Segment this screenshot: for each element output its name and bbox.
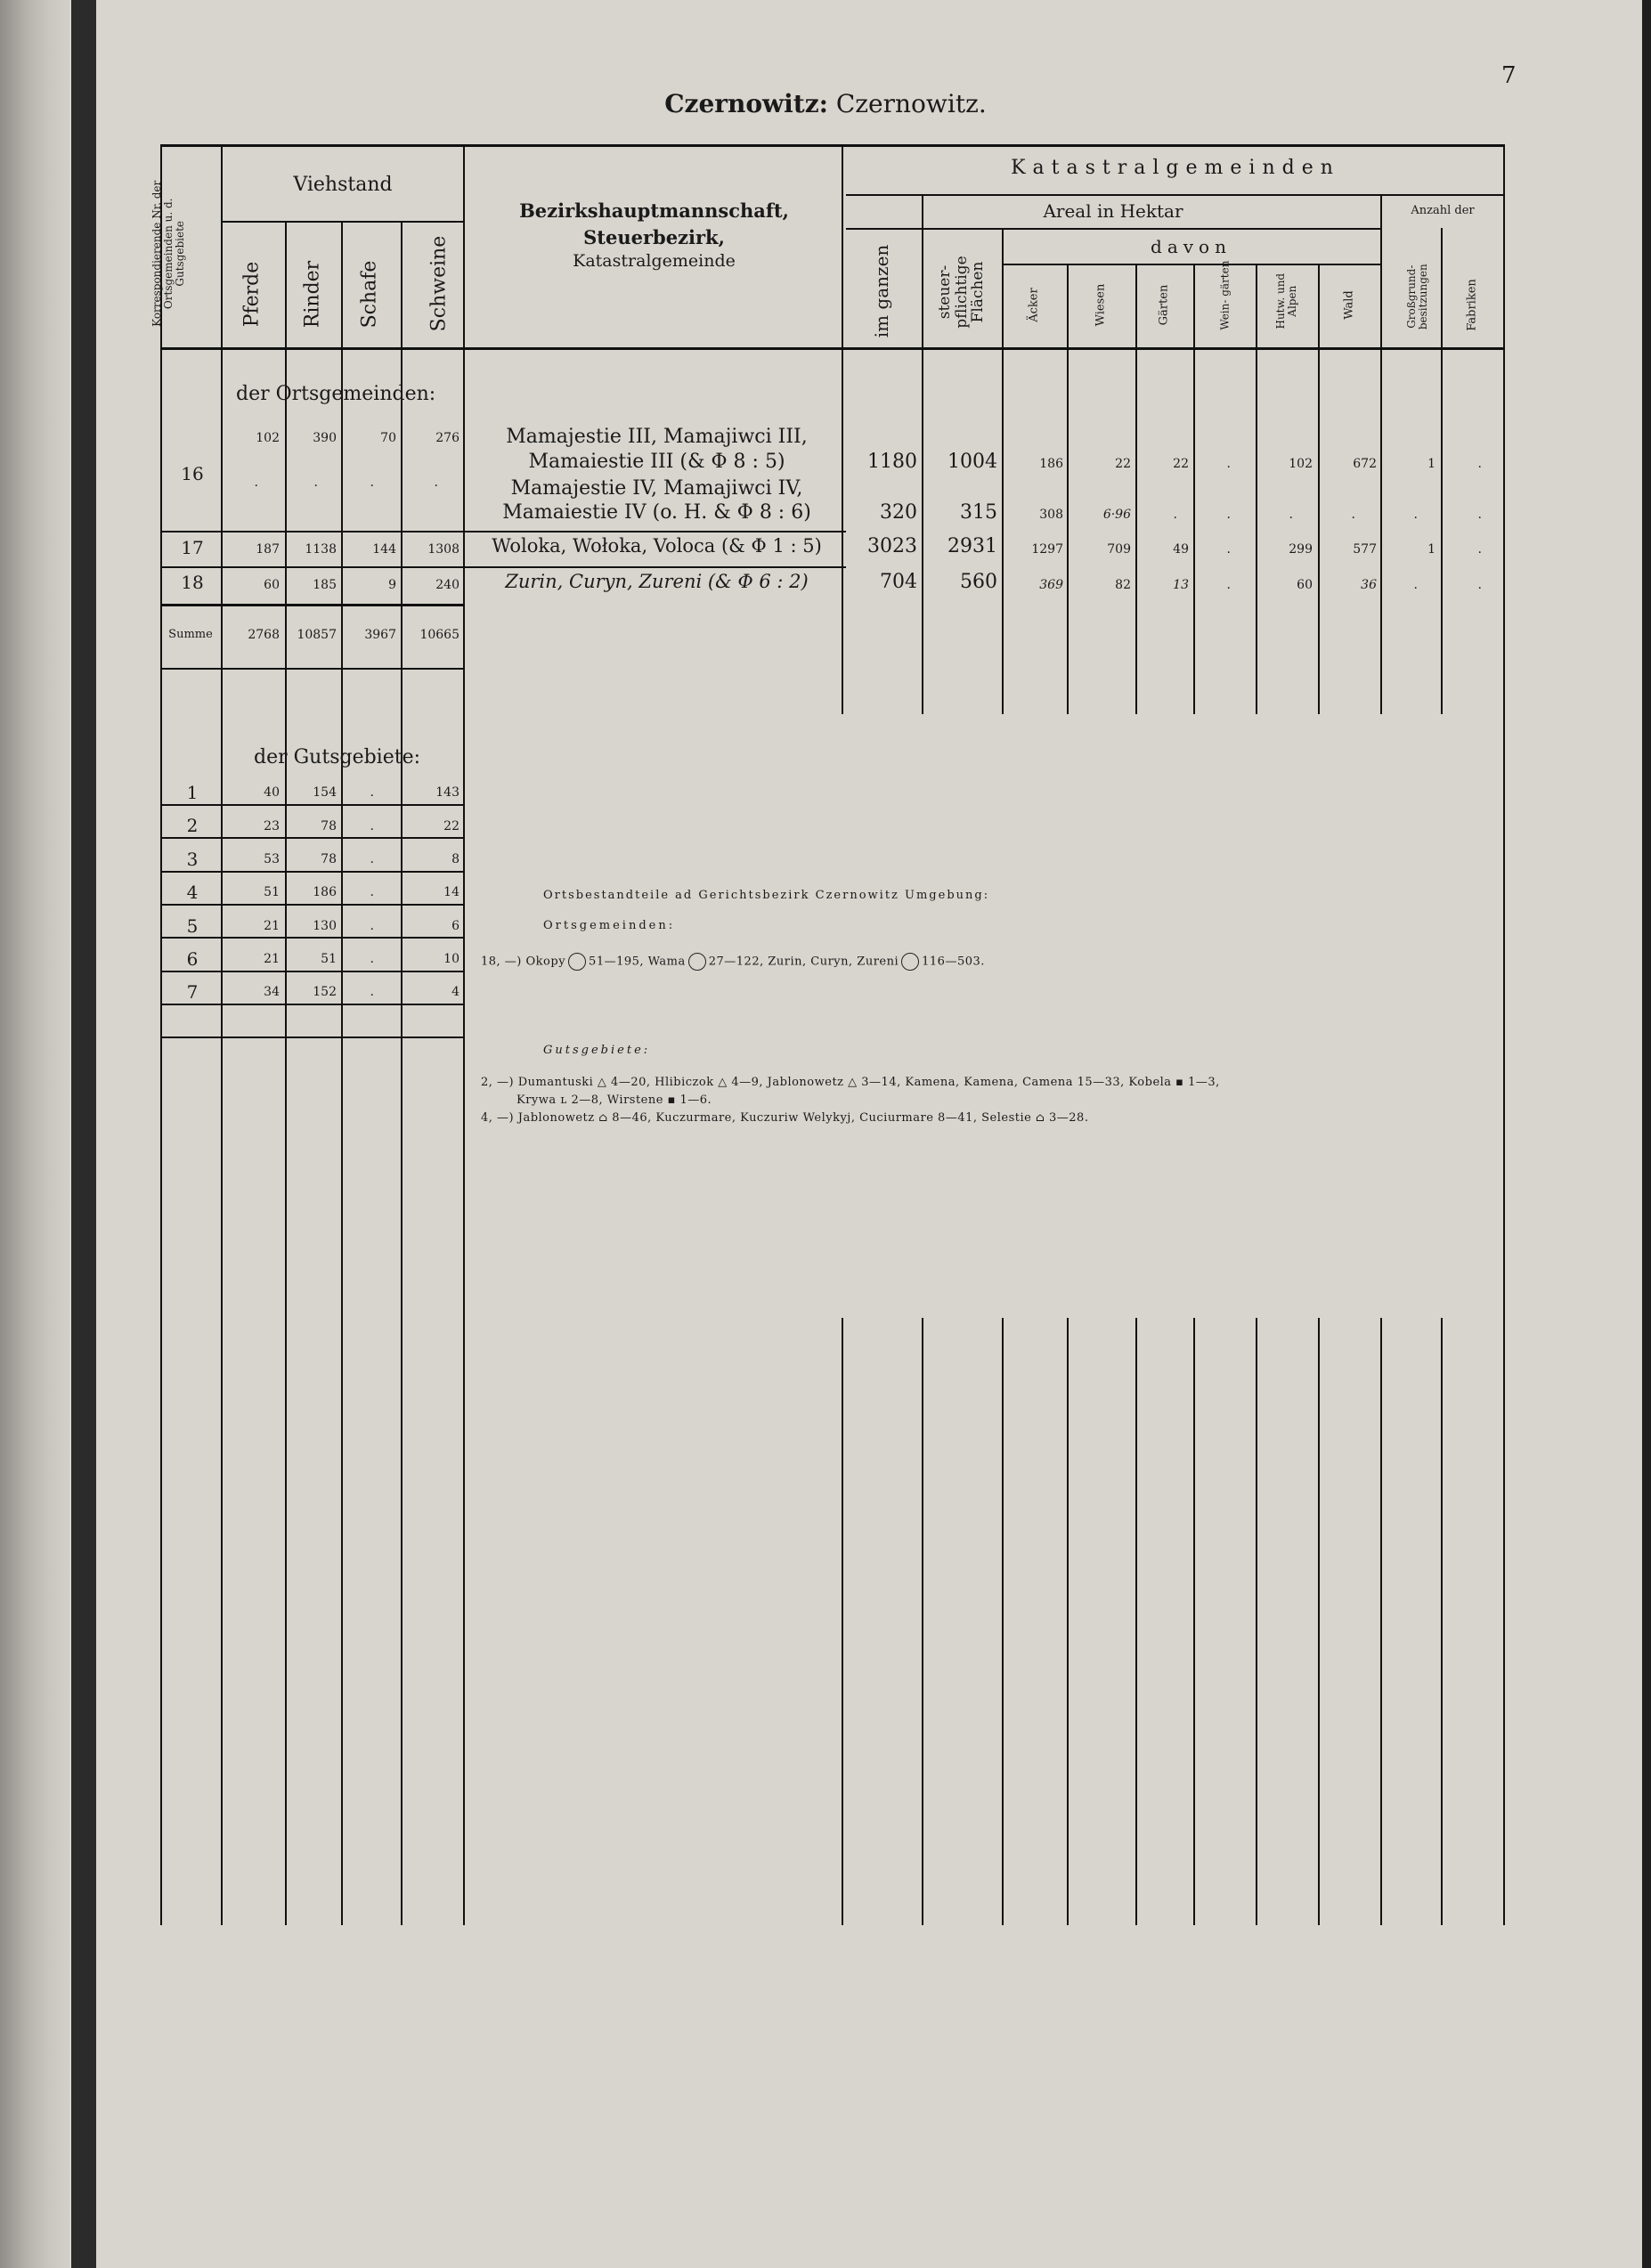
header-anzahl: Anzahl der [1411, 204, 1475, 217]
header-hutw: Hutw. und Alpen [1273, 272, 1298, 329]
header-nr: Korrespondierende Nr. der Ortsgemeinden u. d. Gutsgebiete [150, 180, 187, 327]
header-aecker: Äcker [1027, 288, 1041, 322]
header-schweine: Schweine [427, 235, 451, 332]
header-fabriken: Fabriken [1465, 279, 1479, 331]
circle-icon [568, 953, 586, 971]
header-grossgrund: Großgrund- besitzungen [1404, 264, 1429, 330]
section-gutsgebiete: der Gutsgebiete: [254, 746, 420, 768]
notes-ortsgemeinden: Ortsgemeinden: [543, 919, 676, 932]
header-wiesen: Wiesen [1094, 283, 1108, 327]
header-rinder: Rinder [301, 260, 324, 329]
circle-icon [901, 953, 919, 971]
header-weingaerten: Wein- gärten [1218, 260, 1232, 330]
notes-gutsgebiete: Gutsgebiete: [543, 1044, 651, 1057]
page-number: 7 [1501, 62, 1517, 89]
binding-edge [71, 0, 96, 2268]
header-viehstand: Viehstand [293, 174, 393, 196]
header-bezirk: Bezirkshauptmannschaft, Steuerbezirk, Katastralgemeinde [519, 199, 789, 272]
notes-line-18: 18, —) Okopy 51—195, Wama 27—122, Zurin, Curyn, Zureni 116—503. [481, 953, 985, 971]
header-davon: davon [1151, 236, 1232, 257]
circle-icon [688, 953, 706, 971]
notes-line-2: 2, —) Dumantuski △ 4—20, Hlibiczok △ 4—9, Jablonowetz △ 3—14, Kamena, Kamena, Camena 15—33, Kobela ▪ 1—3, [481, 1076, 1220, 1089]
header-wald: Wald [1342, 290, 1356, 320]
page-title: Czernowitz: Czernowitz. [664, 89, 987, 118]
header-katastral: Katastralgemeinden [1011, 157, 1340, 179]
header-schafe: Schafe [358, 260, 381, 329]
header-pferde: Pferde [240, 261, 264, 328]
notes-line-2b: Krywa ʟ 2—8, Wirstene ▪ 1—6. [516, 1093, 712, 1107]
header-im-ganzen: im ganzen [871, 244, 892, 338]
section-ortsgemeinden: der Ortsgemeinden: [236, 383, 436, 405]
page-right-edge [1642, 0, 1651, 2268]
header-gaerten: Gärten [1157, 284, 1171, 326]
header-areal: Areal in Hektar [1043, 200, 1183, 222]
header-steuer: steuer- pflichtige Flächen [935, 256, 988, 329]
notes-heading: Ortsbestandteile ad Gerichtsbezirk Czernowitz Umgebung: [543, 889, 990, 902]
book-spine-shadow [0, 0, 69, 2268]
notes-line-4: 4, —) Jablonowetz ⌂ 8—46, Kuczurmare, Kuczuriw Welykyj, Cuciurmare 8—41, Selestie ⌂ 3—28. [481, 1111, 1089, 1125]
